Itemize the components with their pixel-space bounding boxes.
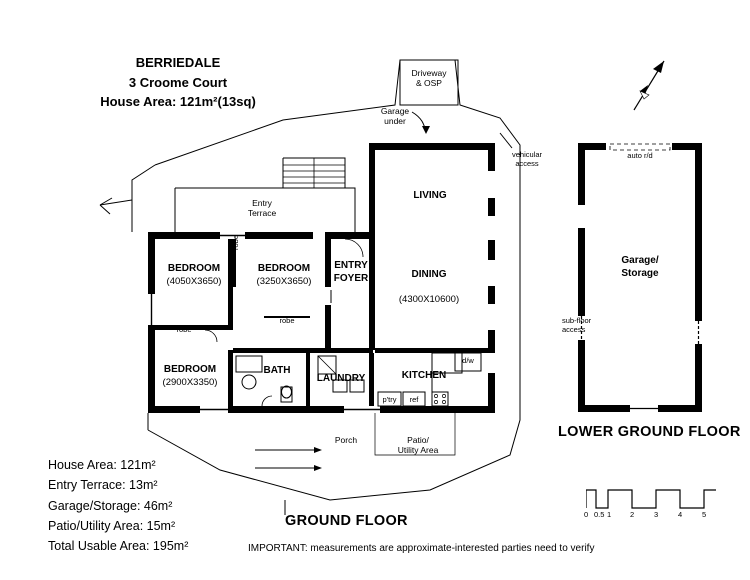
title-address: 3 Croome Court [128, 74, 228, 90]
garage-storage-line-2: Storage [621, 267, 659, 279]
porch-text: Porch [334, 435, 358, 445]
garage-under-line-2: under [384, 116, 406, 127]
bedroom-3-dims: (2900X3350) [162, 376, 218, 388]
auto-door-label: auto r/d [627, 151, 653, 160]
laundry-name: LAUNDRY [316, 373, 366, 384]
bedroom-2-dims: (3250X3650) [256, 275, 312, 287]
scale-label-2: 2 [630, 510, 635, 519]
dishwasher-label: d/w [462, 356, 474, 365]
scale-label-4: 4 [678, 510, 683, 519]
bedroom-3-name: BEDROOM [163, 364, 217, 375]
vehicular-line-1: vehicular [511, 150, 542, 159]
bedroom-1-dims: (4050X3650) [166, 275, 222, 287]
kitchen-name: KITCHEN [401, 370, 447, 381]
bath-name: BATH [263, 365, 291, 376]
patio-line-1: Patio/ [407, 435, 429, 445]
bedroom-1-name: BEDROOM [167, 263, 221, 274]
room-label-garage-storage [600, 255, 680, 280]
garage-storage-line-1: Garage/ [621, 255, 659, 266]
area-line-2: Entry Terrace: 13m² [48, 478, 158, 493]
subfloor-access-label [562, 317, 616, 334]
lower-ground-title: LOWER GROUND FLOOR [558, 424, 741, 440]
entry-terrace-line-1: Entry [252, 198, 272, 208]
scale-bar [586, 480, 726, 512]
driveway-line-2: & OSP [416, 78, 442, 89]
garage-under-line-1: Garage [380, 106, 410, 116]
driveway-line-1: Driveway [411, 68, 447, 78]
robe-label-2: robe [279, 316, 295, 325]
scale-label-0: 0 [584, 510, 589, 519]
dining-name: DINING [411, 269, 447, 280]
pantry-label: p'try [382, 395, 397, 404]
title-suburb: BERRIEDALE [135, 55, 221, 70]
area-line-4: Patio/Utility Area: 15m² [48, 518, 176, 533]
bedroom-2-name: BEDROOM [257, 263, 311, 274]
living-name: LIVING [413, 190, 447, 201]
entry-foyer-dims: FOYER [333, 272, 369, 284]
ground-floor-title: GROUND FLOOR [285, 513, 408, 529]
entry-terrace-line-2: Terrace [247, 208, 277, 219]
subfloor-line-2: access [562, 324, 586, 334]
vehicular-line-2: access [515, 158, 539, 168]
scale-label-3: 3 [654, 510, 659, 519]
patio-line-2: Utility Area [397, 445, 439, 456]
disclaimer: IMPORTANT: measurements are approximate-interested parties need to verify [248, 543, 595, 554]
scale-label-05: 0.5 [594, 510, 605, 519]
area-line-1: House Area: 121m² [48, 458, 156, 472]
dining-dims: (4300X10600) [398, 293, 460, 305]
robe-label-1: robe [231, 234, 240, 250]
fridge-label: ref [409, 395, 419, 404]
area-schedule [48, 455, 278, 556]
scale-label-5: 5 [702, 510, 707, 519]
robe-label-3: robe [176, 325, 192, 334]
area-line-3: Garage/Storage: 46m² [48, 498, 173, 513]
area-line-5: Total Usable Area: 195m² [48, 539, 189, 553]
entry-foyer-name: ENTRY [334, 260, 368, 271]
title-house-area: House Area: 121m²(13sq) [100, 94, 256, 109]
scale-label-1: 1 [607, 510, 612, 519]
subfloor-line-1: sub-floor [562, 316, 592, 325]
